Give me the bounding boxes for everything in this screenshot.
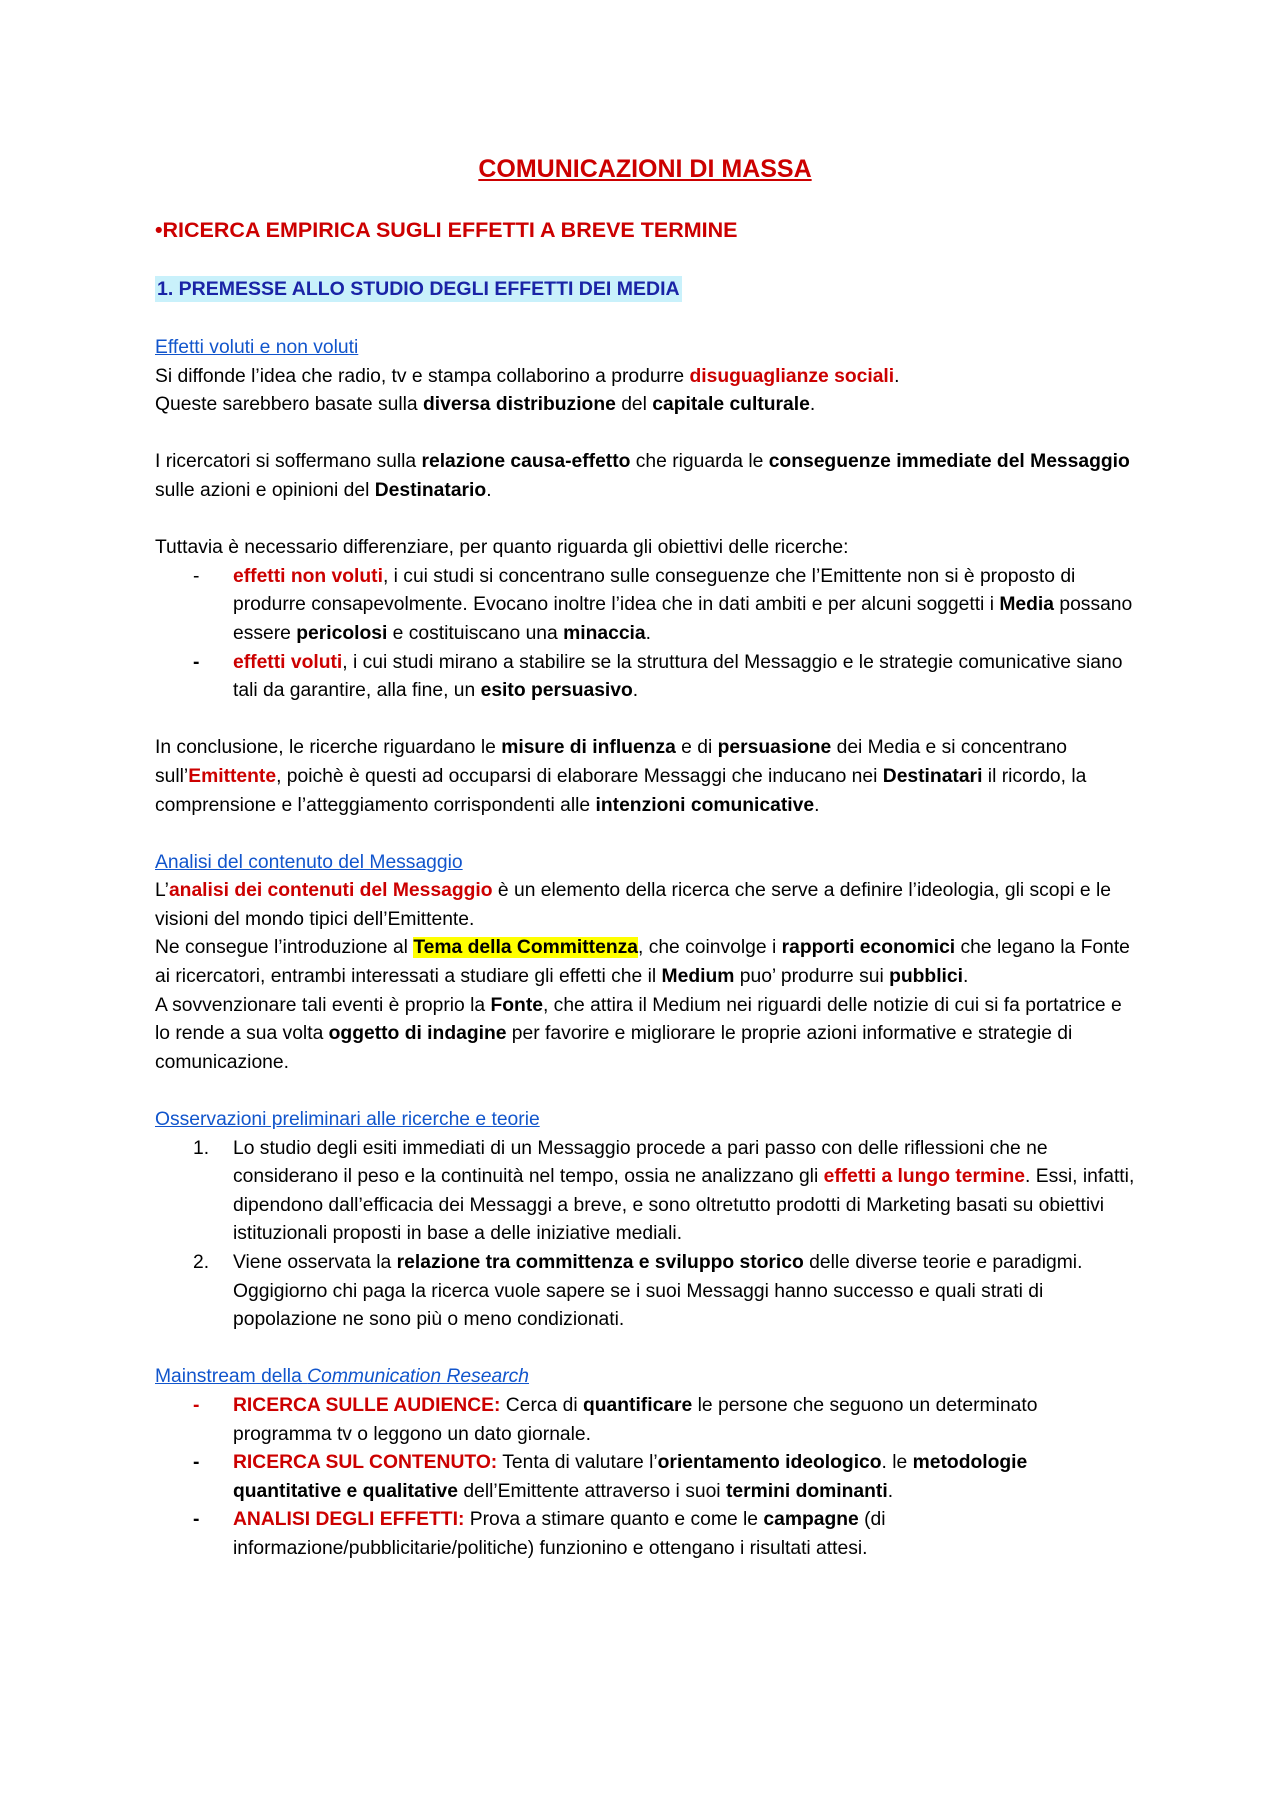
paragraph: L’analisi dei contenuti del Messaggio è un elemento della ricerca che serve a definire l’ideologia, gli scopi e le visioni del mondo tipici dell’Emittente. <box>155 880 1111 930</box>
paragraph: Queste sarebbero basate sulla diversa distribuzione del capitale culturale. <box>155 394 816 416</box>
section-heading-text: RICERCA EMPIRICA SUGLI EFFETTI A BREVE TERMINE <box>162 218 738 242</box>
heading-link-effetti[interactable]: Effetti voluti e non voluti <box>155 337 359 358</box>
paragraph: Tuttavia è necessario differenziare, per quanto riguarda gli obiettivi delle ricerche: <box>155 537 849 559</box>
list-item: - effetti non voluti, i cui studi si concentrano sulle conseguenze che l’Emittente non si è proposto di produrre consapevolmente. Evocano inoltre l’idea che in dati ambiti e per alcuni soggetti i Media possano essere pericolosi e costituiscano una minaccia. <box>193 565 1133 644</box>
mainstream-list <box>155 1392 1135 1564</box>
paragraph: I ricercatori si soffermano sulla relazione causa-effetto che riguarda le conseguenze immediate del Messaggio sulle azioni e opinioni del Destinatario. <box>155 451 1130 501</box>
list-item: - effetti voluti, i cui studi mirano a stabilire se la struttura del Messaggio e le strategie comunicative siano tali da garantire, alla fine, un esito persuasivo. <box>193 651 1123 702</box>
heading-link-mainstream[interactable]: Mainstream della Communication Research <box>155 1366 530 1388</box>
heading-link-analisi[interactable]: Analisi del contenuto del Messaggio <box>155 851 463 873</box>
observations-list <box>155 1135 1135 1335</box>
document-title: COMUNICAZIONI DI MASSA <box>478 155 812 183</box>
section-analisi <box>155 849 1135 1078</box>
section-osservazioni <box>155 1106 1135 1335</box>
bullet-icon: • <box>155 218 163 242</box>
subsection-heading: 1. PREMESSE ALLO STUDIO DEGLI EFFETTI DEI MEDIA <box>157 278 680 300</box>
section-mainstream <box>155 1363 1135 1563</box>
paragraph: Si diffonde l’idea che radio, tv e stampa collaborino a produrre disuguaglianze sociali. <box>155 365 900 387</box>
paragraph: In conclusione, le ricerche riguardano le misure di influenza e di persuasione dei Media e si concentrano sull’Emittente, poichè è questi ad occuparsi di elaborare Messaggi che inducano nei Destinatari il ricordo, la comprensione e l’atteggiamento corrispondenti alle intenzioni comunicative. <box>155 737 1087 816</box>
list-item: 1. Lo studio degli esiti immediati di un Messaggio procede a pari passo con delle riflessioni che ne considerano il peso e la continuità nel tempo, ossia ne analizzano gli effetti a lungo termine. Essi, infatti, dipendono dall’efficacia dei Messaggi a breve, e sono oltretutto prodotti di Marketing basati su obiettivi istituzionali proposti in base a delle iniziative mediali. <box>193 1137 1135 1245</box>
section-heading <box>155 215 1135 245</box>
heading-link-osservazioni[interactable]: Osservazioni preliminari alle ricerche e teorie <box>155 1109 540 1131</box>
effects-list <box>155 563 1135 706</box>
subsection-heading-wrap <box>155 274 1135 305</box>
list-item: 2. Viene osservata la relazione tra committenza e sviluppo storico delle diverse teorie e paradigmi. Oggigiorno chi paga la ricerca vuole sapere se i suoi Messaggi hanno successo e quali strati di popolazione ne sono più o meno condizionati. <box>193 1252 1083 1331</box>
section-effetti <box>155 334 1135 820</box>
paragraph: Ne consegue l’introduzione al Tema della Committenza, che coinvolge i rapporti economici che legano la Fonte ai ricercatori, entrambi interessati a studiare gli effetti che il Medium puo’ produrre sui pubblici. <box>155 937 1130 988</box>
paragraph: A sovvenzionare tali eventi è proprio la Fonte, che attira il Medium nei riguardi delle notizie di cui si fa portatrice e lo rende a sua volta oggetto di indagine per favorire e migliorare le proprie azioni informative e strategie di comunicazione. <box>155 994 1122 1073</box>
document-body <box>155 150 1135 1564</box>
list-item: - RICERCA SULLE AUDIENCE: Cerca di quantificare le persone che seguono un determinato programma tv o leggono un dato giornale. <box>193 1394 1038 1445</box>
list-item: - ANALISI DEGLI EFFETTI: Prova a stimare quanto e come le campagne (di informazione/pubblicitarie/politiche) funzionino e ottengano i risultati attesi. <box>193 1509 886 1559</box>
list-item: - RICERCA SUL CONTENUTO: Tenta di valutare l’orientamento ideologico. le metodologie quantitative e qualitative dell’Emittente attraverso i suoi termini dominanti. <box>193 1452 1028 1502</box>
